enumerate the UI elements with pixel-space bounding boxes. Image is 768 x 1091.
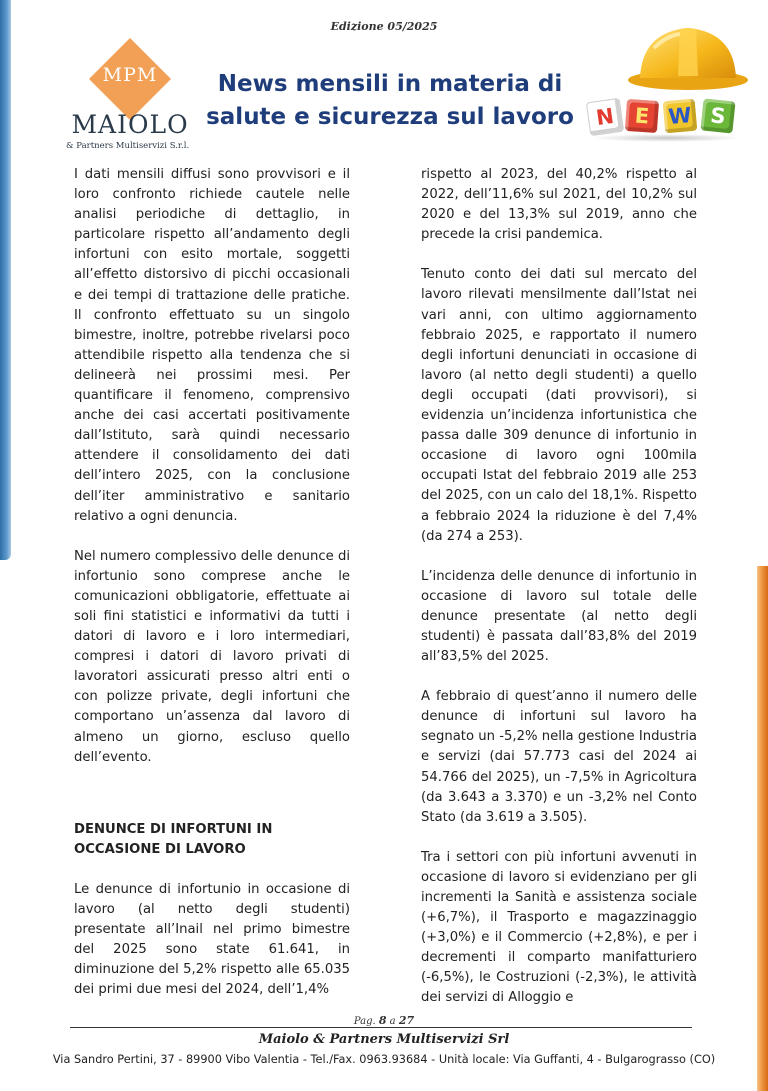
logo-name: MAIOLO	[71, 110, 189, 139]
paragraph: L’incidenza delle denunce di infortunio in occasione di lavoro sul totale delle denunce presentate (al netto degli studenti) è passata dall’83,8% del 2019 all’83,5% del 2025.	[421, 568, 697, 665]
section-heading: DENUNCE DI INFORTUNI IN OCCASIONE DI LAVORO	[74, 821, 273, 857]
footer-divider	[70, 1027, 692, 1028]
news-badge	[588, 94, 748, 146]
news-badge-shadow	[592, 134, 742, 142]
logo-subtitle: & Partners Multiservizi S.r.l.	[66, 141, 190, 151]
left-edge-decoration	[0, 0, 11, 560]
footer-address: Via Sandro Pertini, 37 - 89900 Vibo Valentia - Tel./Fax. 0963.93684 - Unità locale: Via Guffanti, 4 - Bulgarograsso (CO)	[52, 1053, 716, 1066]
paragraph: I dati mensili diffusi sono provvisori e il loro confronto richiede cautele nelle analisi periodiche di dettaglio, in particolare rispetto all’andamento degli infortuni con esito mortale, soggetti all’effetto distorsivo di picchi occasionali e dei tempi di trattazione delle pratiche. Il confronto effettuato su un singolo bimestre, inoltre, potrebbe rivelarsi poco attendibile rispetto alla tendenza che si delineerà nei prossimi mesi. Per quantificare il fenomeno, comprensivo anche dei casi accertati positivamente dall’Istituto, sarà quindi necessario attendere il consolidamento dei dati dell’intero 2025, con la conclusione dell’iter amministrativo e sanitario relativo a ogni denuncia.	[74, 167, 350, 524]
footer-company: Maiolo & Partners Multiservizi Srl	[258, 1032, 510, 1047]
page-total: 27	[398, 1014, 415, 1027]
paragraph: Tra i settori con più infortuni avvenuti in occasione di lavoro si evidenziano per gli incrementi la Sanità e assistenza sociale (+6,7%), il Trasporto e magazzinaggio (+3,0%) e il Commercio (+2,8%), e per i decrementi il comparto manifatturiero (-6,5%), le Costruzioni (-2,3%), le attività dei servizi di Alloggio e	[421, 849, 697, 1006]
article-column-right	[421, 165, 697, 1029]
paragraph: A febbraio di quest’anno il numero delle denunce di infortuni sul lavoro ha segnato un -5,2% nella gestione Industria e servizi (dai 57.773 casi del 2024 ai 54.766 del 2025), un -7,5% in Agricoltura (da 3.643 a 3.370) e un -3,2% nel Conto Stato (da 3.619 a 3.505).	[421, 689, 697, 825]
paragraph: rispetto al 2023, del 40,2% rispetto al 2022, dell’11,6% sul 2021, del 10,2% sul 2020 e del 13,3% sul 2019, anno che precede la crisi pandemica.	[421, 167, 697, 243]
page-prefix: Pag.	[353, 1016, 379, 1027]
page-separator: a	[386, 1016, 399, 1027]
page-title-line1: News mensili in materia di	[217, 71, 563, 97]
page-current: 8	[378, 1014, 387, 1027]
news-letter-s: S	[700, 98, 735, 133]
news-letter-w: W	[663, 99, 698, 134]
right-edge-decoration	[757, 566, 768, 1091]
news-letter-n: N	[586, 98, 624, 136]
article-column-left	[74, 165, 350, 1020]
hard-hat-icon	[618, 18, 748, 98]
company-logo	[60, 38, 200, 158]
paragraph: Nel numero complessivo delle denunce di infortunio sono comprese anche le comunicazioni obbligatorie, effettuate ai soli fini statistici e informativi da tutti i datori di lavoro e i loro intermediari, compresi i datori di lavoro privati di lavoratori assicurati presso altri enti o con polizze private, degli infortuni che comportano un’assenza dal lavoro di almeno un giorno, escluso quello dell’evento.	[74, 548, 350, 765]
page-number	[0, 1014, 768, 1027]
edition-label: Edizione 05/2025	[330, 20, 438, 33]
logo-monogram: MPM	[102, 64, 158, 86]
page-title	[205, 68, 575, 134]
news-letter-e: E	[625, 99, 659, 133]
page-title-line2: salute e sicurezza sul lavoro	[206, 104, 574, 130]
paragraph: Le denunce di infortunio in occasione di lavoro (al netto degli studenti) presentate all’Inail nel primo bimestre del 2025 sono state 61.641, in diminuzione del 5,2% rispetto alle 65.035 dei primi due mesi del 2024, dell’1,4%	[74, 881, 350, 998]
paragraph: Tenuto conto dei dati sul mercato del lavoro rilevati mensilmente dall’Istat nei vari anni, con ultimo aggiornamento febbraio 2025, e rapportato il numero degli infortuni denunciati in occasione di lavoro (al netto degli studenti) a quello degli occupati (dati provvisori), si evidenzia un’incidenza infortunistica che passa dalle 309 denunce di infortunio in occasione di lavoro ogni 100mila occupati Istat del febbraio 2019 alle 253 del 2025, con un calo del 18,1%. Rispetto a febbraio 2024 la riduzione è del 7,4% (da 274 a 253).	[421, 267, 697, 544]
